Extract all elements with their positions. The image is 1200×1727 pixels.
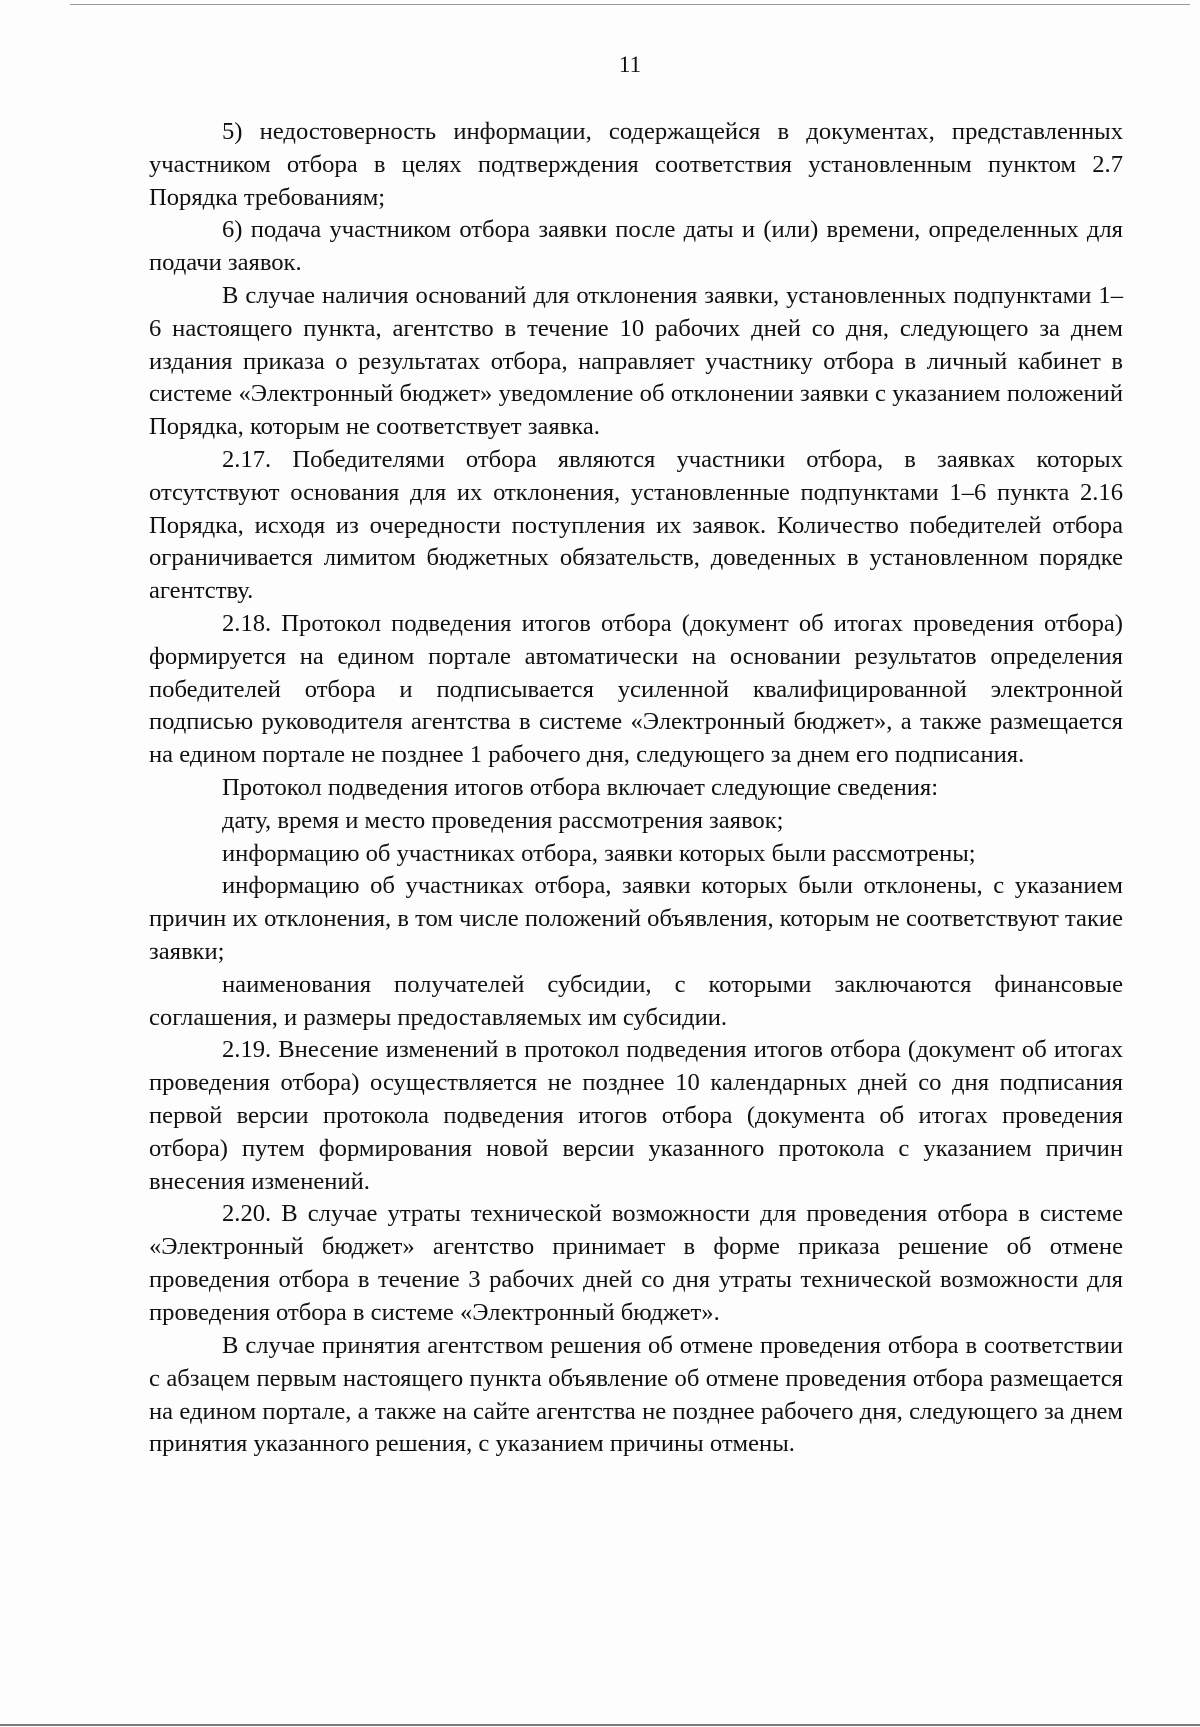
paragraph-2-19: 2.19. Внесение изменений в протокол подведения итогов отбора (документ об итогах проведения отбора) осуществляется не позднее 10 календарных дней со дня подписания первой версии протокола подведения итогов отбора (документа об итогах проведения отбора) путем формирования новой версии указанного протокола с указанием причин внесения изменений. [149, 1036, 1123, 1195]
paragraph-item-5: 5) недостоверность информации, содержащейся в документах, представленных участником отбора в целях подтверждения соответствия установленным пунктом 2.7 Порядка требованиям; [149, 118, 1123, 211]
paragraph-rejection-notice: В случае наличия оснований для отклонения заявки, установленных подпунктами 1–6 настоящего пункта, агентство в течение 10 рабочих дней со дня, следующего за днем издания приказа о результатах отбора, направляет участнику отбора в личный кабинет в системе «Электронный бюджет» уведомление об отклонении заявки с указанием положений Порядка, которым не соответствует заявка. [149, 281, 1123, 441]
paragraph-protocol-reviewed: информацию об участниках отбора, заявки которых были рассмотрены; [222, 839, 976, 867]
paragraph-protocol-contents: Протокол подведения итогов отбора включает следующие сведения: [222, 773, 939, 801]
paragraph-2-20: 2.20. В случае утраты технической возможности для проведения отбора в системе «Электронный бюджет» агентство принимает в форме приказа решение об отмене проведения отбора в течение 3 рабочих дней со дня утраты технической возможности для проведения отбора в системе «Электронный бюджет». [149, 1200, 1123, 1326]
paragraph-cancellation: В случае принятия агентством решения об отмене проведения отбора в соответствии с абзацем первым настоящего пункта объявление об отмене проведения отбора размещается на едином портале, а также на сайте агентства не позднее рабочего дня, следующего за днем принятия указанного решения, с указанием причины отмены. [149, 1331, 1123, 1458]
scan-edge-bottom [0, 1724, 1200, 1726]
paragraph-protocol-recipients: наименования получателей субсидии, с которыми заключаются финансовые соглашения, и размеры предоставляемых им субсидии. [149, 970, 1123, 1031]
paragraph-item-6: 6) подача участником отбора заявки после даты и (или) времени, определенных для подачи заявок. [149, 216, 1123, 277]
paragraph-protocol-rejected: информацию об участниках отбора, заявки которых были отклонены, с указанием причин их отклонения, в том числе положений объявления, которым не соответствуют такие заявки; [149, 872, 1123, 965]
scan-edge-top [70, 4, 1190, 5]
paragraph-protocol-date: дату, время и место проведения рассмотрения заявок; [222, 806, 784, 834]
paragraph-2-17: 2.17. Победителями отбора являются участники отбора, в заявках которых отсутствуют основания для их отклонения, установленные подпунктами 1–6 пункта 2.16 Порядка, исходя из очередности поступления их заявок. Количество победителей отбора ограничивается лимитом бюджетных обязательств, доведенных в установленном порядке агентству. [149, 445, 1123, 605]
document-body [149, 116, 1123, 1461]
paragraph-2-18: 2.18. Протокол подведения итогов отбора (документ об итогах проведения отбора) формируется на едином портале автоматически на основании результатов определения победителей отбора и подписывается усиленной квалифицированной электронной подписью руководителя агентства в системе «Электронный бюджет», а также размещается на едином портале не позднее 1 рабочего дня, следующего за днем его подписания. [149, 609, 1123, 769]
page-number: 11 [618, 52, 642, 77]
